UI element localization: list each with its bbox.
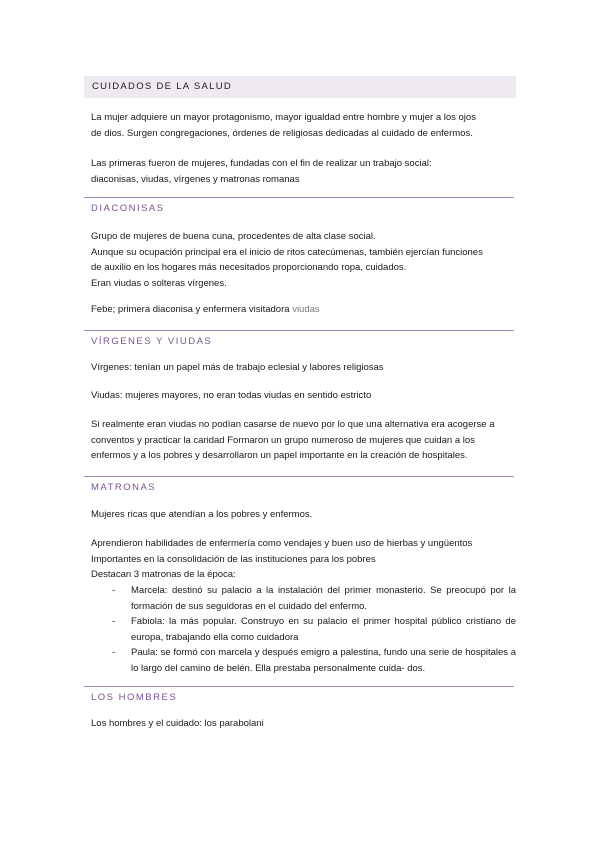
list-item	[91, 645, 516, 676]
virgenes-line3: Si realmente eran viudas no podían casarse de nuevo por lo que una alternativa era acogerse a	[91, 419, 495, 430]
intro-p1-line1: La mujer adquiere un mayor protagonismo, mayor igualdad entre hombre y mujer a los ojos	[91, 112, 476, 123]
virgenes-line1: Vírgenes: tenían un papel más de trabajo eclesial y labores religiosas	[91, 362, 384, 373]
matronas-list	[91, 583, 516, 676]
intro-p2-line1: Las primeras fueron de mujeres, fundadas con el fin de realizar un trabajo social:	[91, 158, 432, 169]
list-item	[91, 614, 516, 645]
intro-paragraph-2	[91, 156, 516, 187]
intro-p2-line2: diaconisas, viudas, vírgenes y matronas romanas	[91, 173, 300, 185]
matronas-line1: Mujeres ricas que atendían a los pobres y enfermos.	[91, 509, 313, 520]
matronas-line3: Importantes en la consolidación de las instituciones para los pobres	[91, 553, 376, 565]
section-divider	[84, 197, 514, 198]
virgenes-line4: conventos y practicar la caridad Formaron un grupo numeroso de mujeres que cuidan a los	[91, 434, 475, 446]
list-item-text: Paula: se formó con marcela y después emigro a palestina, fundo una serie de hospitales a lo largo del camino de belén. Ella prestaba personalmente cuida- dos.	[131, 647, 516, 674]
hombres-line1: Los hombres y el cuidado: los parabolani	[91, 718, 264, 729]
febe-muted-word: viudas	[292, 304, 320, 315]
list-item-text: Marcela: destinó su palacio a la instalación del primer monasterio. Se preocupó por la formación de sus seguidoras en el cuidado del enfermo.	[131, 585, 516, 612]
febe-line	[91, 302, 516, 318]
list-item	[91, 583, 516, 614]
section-heading-diaconisas: DIACONISAS	[91, 203, 165, 214]
viudas-line: Viudas: mujeres mayores, no eran todas viudas en sentido estricto	[91, 390, 372, 401]
matronas-line4: Destacan 3 matronas de la época:	[91, 569, 236, 580]
section-heading-matronas: MATRONAS	[91, 482, 157, 493]
section-divider	[84, 686, 514, 687]
diaconisas-line1: Grupo de mujeres de buena cuna, procedentes de alta clase social.	[91, 231, 376, 242]
diaconisas-line4: Eran viudas o solteras vírgenes.	[91, 277, 227, 289]
list-dash: -	[112, 585, 116, 596]
virgenes-line5: enfermos y a los pobres y desarrollaron un papel importante en la creación de hospitales.	[91, 450, 468, 461]
diaconisas-line3: de auxilio en los hogares más necesitados proporcionando ropa, cuidados.	[91, 262, 407, 273]
list-dash: -	[112, 647, 116, 658]
title-bar	[84, 76, 516, 98]
diaconisas-line2: Aunque su ocupación principal era el inicio de ritos catecúmenas, también ejercían funciones	[91, 246, 483, 258]
list-dash: -	[112, 616, 116, 627]
febe-text: Febe; primera diaconisa y enfermera visitadora	[91, 304, 293, 315]
page-title: CUIDADOS DE LA SALUD	[92, 81, 233, 92]
section-heading-virgenes: VÍRGENES Y VIUDAS	[91, 336, 213, 347]
section-heading-hombres: LOS HOMBRES	[91, 692, 178, 703]
section-divider	[84, 476, 514, 477]
intro-paragraph-1	[91, 110, 516, 141]
list-item-text: Fabiola: la más popular. Construyo en su palacio el primer hospital público cristiano de europa, trabajando ella como cuidadora	[131, 616, 516, 643]
matronas-paragraph	[91, 536, 516, 583]
diaconisas-paragraph	[91, 229, 516, 291]
section-divider	[84, 330, 514, 331]
intro-p1-line2: de dios. Surgen congregaciones, órdenes de religiosas dedicadas al cuidado de enfermos.	[91, 127, 473, 139]
matronas-line2: Aprendieron habilidades de enfermería como vendajes y buen uso de hierbas y ungüentos	[91, 538, 473, 549]
virgenes-paragraph	[91, 417, 516, 464]
